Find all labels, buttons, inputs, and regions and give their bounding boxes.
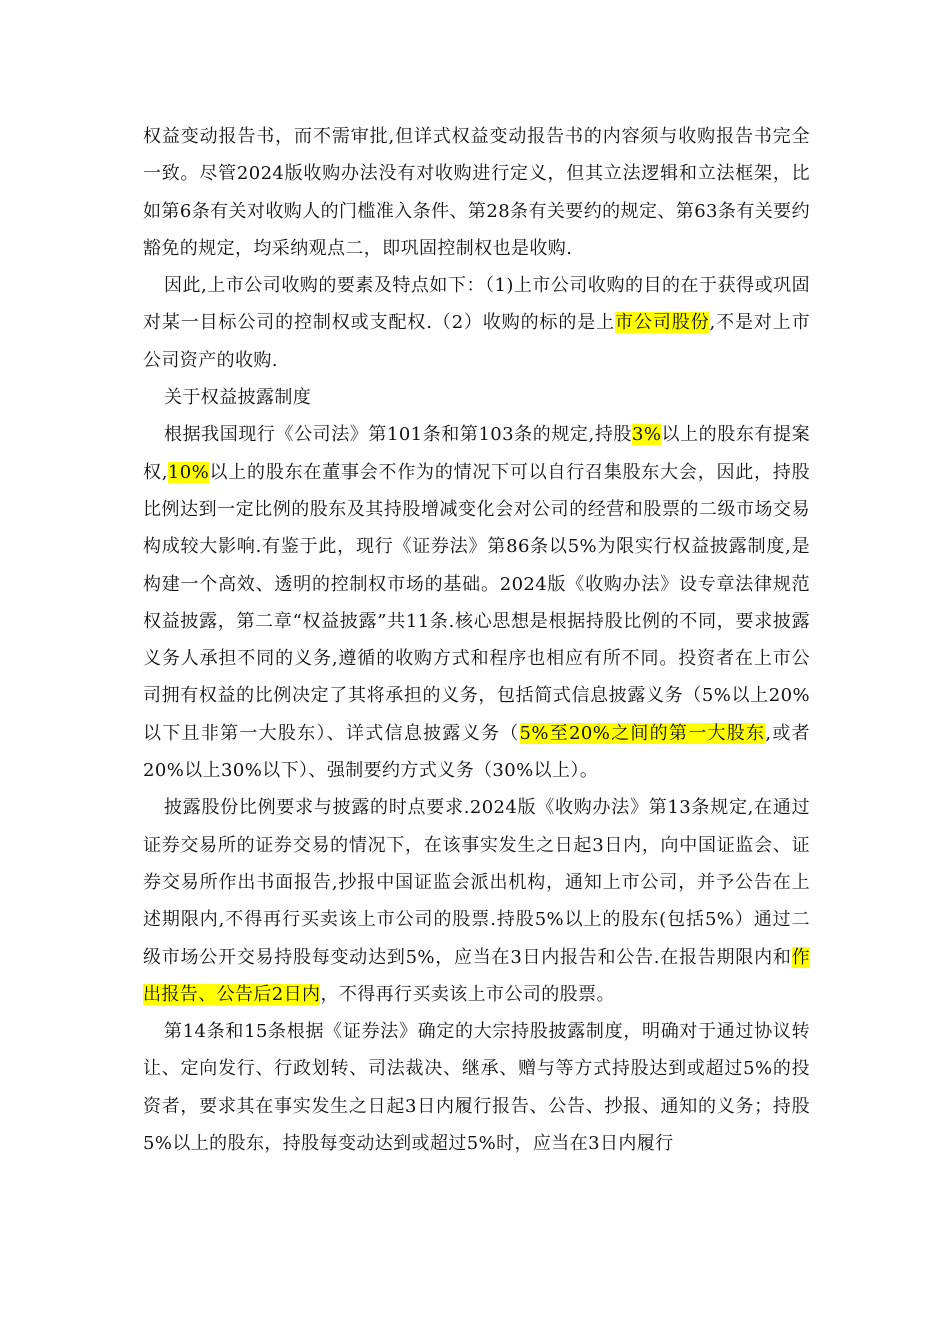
text-run: 关于权益披露制度 [164, 387, 312, 409]
section-heading [143, 379, 810, 416]
text-run: ,或者20%以上30%以下）、强制要约方式义务（30%以上）。 [143, 722, 811, 782]
text-run: ,不是对上市公司资产的收购. [143, 312, 811, 371]
text-run: 因此,上市公司收购的要素及特点如下：（1)上市公司收购的目的在于获得或巩固对某一目标公司的控制权或支配权.（2）收购的标的是上 [143, 275, 810, 334]
text-run: ，不得再行买卖该上市公司的股票。 [320, 983, 615, 1005]
highlighted-text: 10% [167, 461, 210, 483]
highlighted-text: 5%至20%之间的第一大股东 [519, 722, 766, 744]
text-run: 以上的股东有提案权, [143, 424, 810, 483]
text-run: 披露股份比例要求与披露的时点要求.2024版《收购办法》第13条规定,在通过证券交易所的证券交易的情况下，在该事实发生之日起3日内，向中国证监会、证券交易所作出书面报告,抄报中国证监会派出机构，通知上市公司，并予公告在上述期限内,不得再行买卖该上市公司的股票.持股5%以上的股东(包括5%）通过二级市场公开交易持股每变动达到5%，应当在3日内报告和公告.在报告期限内和 [143, 797, 810, 968]
paragraph-6 [143, 1013, 810, 1162]
text-run: 根据我国现行《公司法》第101条和第103条的规定,持股 [164, 424, 632, 446]
paragraph-1 [143, 118, 810, 267]
text-run: 权益变动报告书，而不需审批,但详式权益变动报告书的内容须与收购报告书完全一致。尽管2024版收购办法没有对收购进行定义，但其立法逻辑和立法框架，比如第6条有关对收购人的门槛准入条件、第28条有关要约的规定、第63条有关要约豁免的规定，均采纳观点二，即巩固控制权也是收购. [143, 126, 810, 259]
text-run: 以上的股东在董事会不作为的情况下可以自行召集股东大会，因此，持股比例达到一定比例的股东及其持股增减变化会对公司的经营和股票的二级市场交易构成较大影响.有鉴于此，现行《证券法》第86条以5%为限实行权益披露制度,是构建一个高效、透明的控制权市场的基础。2024版《收购办法》设专章法律规范权益披露，第二章“权益披露”共11条.核心思想是根据持股比例的不同，要求披露义务人承担不同的义务,遵循的收购方式和程序也相应有所不同。投资者在上市公司拥有权益的比例决定了其将承担的义务，包括简式信息披露义务（5%以上20%以下且非第一大股东）、详式信息披露义务（ [143, 461, 810, 744]
highlighted-text: 市公司股份 [615, 312, 710, 334]
highlighted-text: 3% [631, 424, 662, 446]
text-run: 第14条和15条根据《证券法》确定的大宗持股披露制度，明确对于通过协议转让、定向发行、行政划转、司法裁决、继承、赠与等方式持股达到或超过5%的投资者，要求其在事实发生之日起3日内履行报告、公告、抄报、通知的义务；持股5%以上的股东，持股每变动达到或超过5%时，应当在3日内履行 [143, 1021, 810, 1155]
highlighted-text: 作出报告、公告后2日内 [143, 946, 810, 1005]
paragraph-4 [143, 416, 810, 789]
paragraph-5 [143, 789, 810, 1013]
paragraph-2 [143, 267, 810, 379]
